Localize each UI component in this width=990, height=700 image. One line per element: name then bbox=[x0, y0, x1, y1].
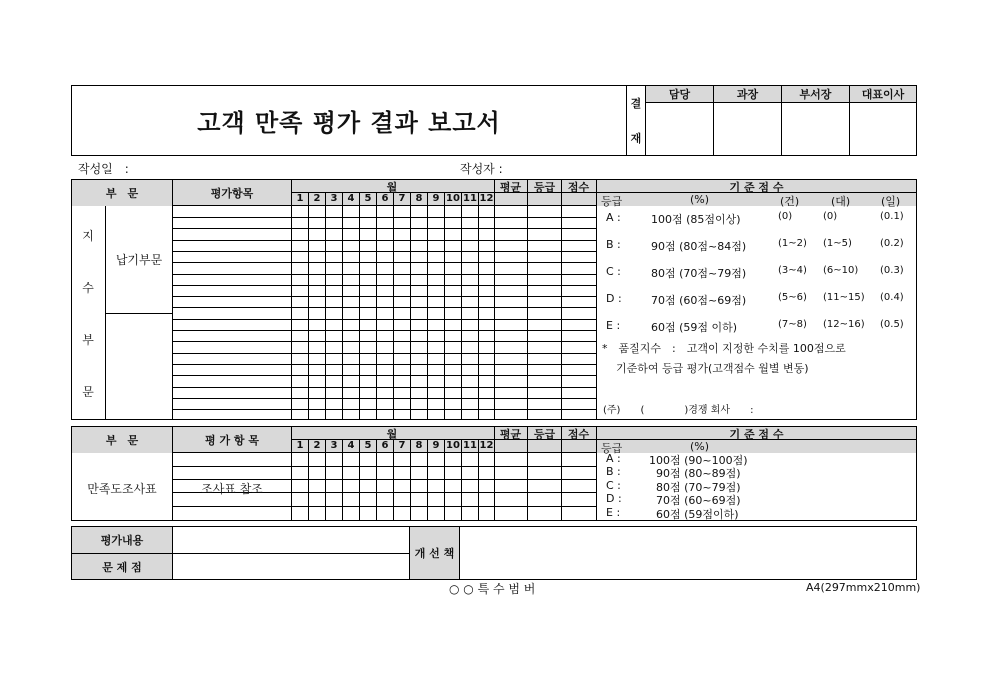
t1-crit-score-2: 80점 (70점~79점) bbox=[651, 267, 747, 280]
t1-month-3: 3 bbox=[330, 193, 338, 204]
t2-month-4: 4 bbox=[347, 440, 355, 451]
t1-crit-score-0: 100점 (85점이상) bbox=[651, 213, 741, 226]
t2-eval-item-header: 평 가 항 목 bbox=[205, 434, 259, 447]
t1-crit-grade-3: D : bbox=[606, 292, 622, 305]
t2-crit-col-pct: (%) bbox=[690, 440, 710, 453]
t1-crit-grade-0: A : bbox=[606, 211, 621, 224]
t1-crit-col-days: (일) bbox=[881, 195, 901, 208]
t1-crit-days-2: (0.3) bbox=[880, 265, 904, 276]
author-label: 작성자 : bbox=[460, 162, 503, 176]
t2-month-10: 10 bbox=[446, 440, 460, 451]
t1-sub-dept: 납기부문 bbox=[115, 252, 163, 267]
signature-box-staff[interactable] bbox=[646, 103, 713, 155]
t1-month-8: 8 bbox=[415, 193, 423, 204]
t1-crit-units-4: (12~16) bbox=[823, 319, 865, 330]
t2-month-header: 월 bbox=[386, 427, 398, 441]
t2-month-1: 1 bbox=[296, 440, 304, 451]
t1-crit-cases-3: (5~6) bbox=[778, 292, 807, 303]
t1-group-char-1: 지 bbox=[82, 228, 94, 243]
t1-crit-units-3: (11~15) bbox=[823, 292, 865, 303]
t2-crit-grade-1: B : bbox=[606, 465, 621, 479]
eval-content-label: 평가내용 bbox=[100, 534, 144, 547]
t2-crit-score-0: 100점 (90~100점) bbox=[649, 454, 748, 467]
t2-crit-score-2: 80점 (70~79점) bbox=[656, 480, 741, 494]
problem-label: 문 제 점 bbox=[102, 560, 142, 574]
t1-dept-header: 부 문 bbox=[105, 187, 139, 200]
t2-month-8: 8 bbox=[415, 440, 423, 451]
t1-avg-header: 평균 bbox=[499, 180, 522, 194]
document-title: 고객 만족 평가 결과 보고서 bbox=[197, 109, 501, 137]
t1-crit-grade-4: E : bbox=[606, 319, 621, 332]
t1-crit-cases-2: (3~4) bbox=[778, 265, 807, 276]
t1-crit-cases-4: (7~8) bbox=[778, 319, 807, 330]
t1-grade-header: 등급 bbox=[533, 180, 556, 194]
t1-month-header: 월 bbox=[386, 180, 398, 194]
approver-manager: 과장 bbox=[736, 88, 759, 101]
t1-crit-col-units: (대) bbox=[831, 195, 851, 208]
t1-crit-days-4: (0.5) bbox=[880, 319, 904, 330]
t1-note-line3: (주) ( )경쟁 회사 : bbox=[603, 405, 754, 416]
problem-field[interactable] bbox=[173, 554, 409, 579]
t2-month-9: 9 bbox=[432, 440, 440, 451]
t1-month-11: 11 bbox=[463, 193, 477, 204]
t1-crit-cases-0: (0) bbox=[778, 211, 793, 222]
t1-group-char-4: 문 bbox=[82, 384, 94, 399]
t1-note-line1: * 품질지수 : 고객이 지정한 수치를 100점으로 bbox=[602, 342, 846, 355]
improvement-field[interactable] bbox=[460, 527, 916, 579]
t1-group-char-2: 수 bbox=[82, 280, 94, 295]
approver-dept-head: 부서장 bbox=[799, 88, 832, 101]
t2-crit-score-4: 60점 (59점이하) bbox=[656, 507, 739, 521]
approval-label-bottom: 재 bbox=[630, 132, 642, 145]
t1-month-12: 12 bbox=[479, 193, 494, 204]
t2-crit-score-1: 90점 (80~89점) bbox=[656, 467, 741, 481]
improvement-label: 개 선 책 bbox=[414, 547, 455, 560]
t1-group-char-3: 부 bbox=[82, 332, 94, 347]
t1-crit-units-0: (0) bbox=[823, 211, 838, 222]
t1-month-5: 5 bbox=[364, 193, 372, 204]
t1-crit-score-4: 60점 (59점 이하) bbox=[651, 321, 738, 334]
signature-box-ceo[interactable] bbox=[850, 103, 916, 155]
t2-item: 조사표 참조 bbox=[201, 481, 263, 496]
t1-month-7: 7 bbox=[398, 193, 406, 204]
t2-dept: 만족도조사표 bbox=[87, 481, 157, 496]
t1-crit-units-2: (6~10) bbox=[823, 265, 859, 276]
t1-note-line2: 기준하여 등급 평가(고객점수 월별 변동) bbox=[616, 362, 809, 375]
t1-month-2: 2 bbox=[313, 193, 321, 204]
t2-month-12: 12 bbox=[479, 440, 494, 451]
t2-crit-grade-3: D : bbox=[606, 492, 622, 506]
t2-criteria-header: 기 준 점 수 bbox=[729, 427, 784, 441]
t1-crit-score-1: 90점 (80점~84점) bbox=[651, 240, 747, 253]
t1-month-4: 4 bbox=[347, 193, 355, 204]
t2-avg-header: 평균 bbox=[499, 427, 522, 441]
approval-label-top: 결 bbox=[630, 97, 642, 110]
t2-grade-header: 등급 bbox=[533, 427, 556, 441]
t2-month-6: 6 bbox=[381, 440, 389, 451]
t2-crit-score-3: 70점 (60~69점) bbox=[656, 494, 741, 508]
approver-ceo: 대표이사 bbox=[861, 88, 905, 101]
t1-month-6: 6 bbox=[381, 193, 389, 204]
t1-crit-days-1: (0.2) bbox=[880, 238, 904, 249]
t1-crit-cases-1: (1~2) bbox=[778, 238, 807, 249]
t2-month-11: 11 bbox=[463, 440, 477, 451]
t2-score-header: 점수 bbox=[567, 427, 590, 441]
t2-crit-col-grade: 등급 bbox=[601, 442, 623, 455]
signature-box-dept-head[interactable] bbox=[782, 103, 849, 155]
footer-center: ○ ○ 특 수 범 버 bbox=[449, 582, 536, 596]
footer-right: A4(297mmx210mm) bbox=[806, 581, 921, 594]
t1-crit-days-0: (0.1) bbox=[880, 211, 904, 222]
t1-crit-days-3: (0.4) bbox=[880, 292, 904, 303]
t2-crit-grade-2: C : bbox=[606, 478, 621, 492]
t2-month-5: 5 bbox=[364, 440, 372, 451]
t1-eval-item-header: 평가항목 bbox=[210, 187, 254, 200]
t1-crit-col-grade: 등급 bbox=[601, 195, 623, 208]
t1-month-1: 1 bbox=[296, 193, 304, 204]
t1-criteria-header: 기 준 점 수 bbox=[729, 180, 784, 194]
approver-staff: 담당 bbox=[668, 88, 691, 101]
t1-crit-col-pct: (%) bbox=[690, 193, 710, 206]
t2-dept-header: 부 문 bbox=[105, 434, 139, 447]
date-label: 작성일 : bbox=[78, 162, 129, 176]
t2-month-7: 7 bbox=[398, 440, 406, 451]
t1-crit-grade-2: C : bbox=[606, 265, 621, 278]
t2-crit-grade-0: A : bbox=[606, 452, 621, 465]
signature-box-manager[interactable] bbox=[714, 103, 781, 155]
t2-month-3: 3 bbox=[330, 440, 338, 451]
t1-crit-grade-1: B : bbox=[606, 238, 621, 251]
t1-score-header: 점수 bbox=[567, 180, 590, 194]
t2-month-2: 2 bbox=[313, 440, 321, 451]
t1-month-10: 10 bbox=[446, 193, 460, 204]
eval-content-field[interactable] bbox=[173, 527, 409, 553]
t2-crit-grade-4: E : bbox=[606, 505, 621, 519]
t1-crit-units-1: (1~5) bbox=[823, 238, 852, 249]
t1-crit-score-3: 70점 (60점~69점) bbox=[651, 294, 747, 307]
t1-month-9: 9 bbox=[432, 193, 440, 204]
t1-crit-col-cases: (건) bbox=[780, 195, 800, 208]
